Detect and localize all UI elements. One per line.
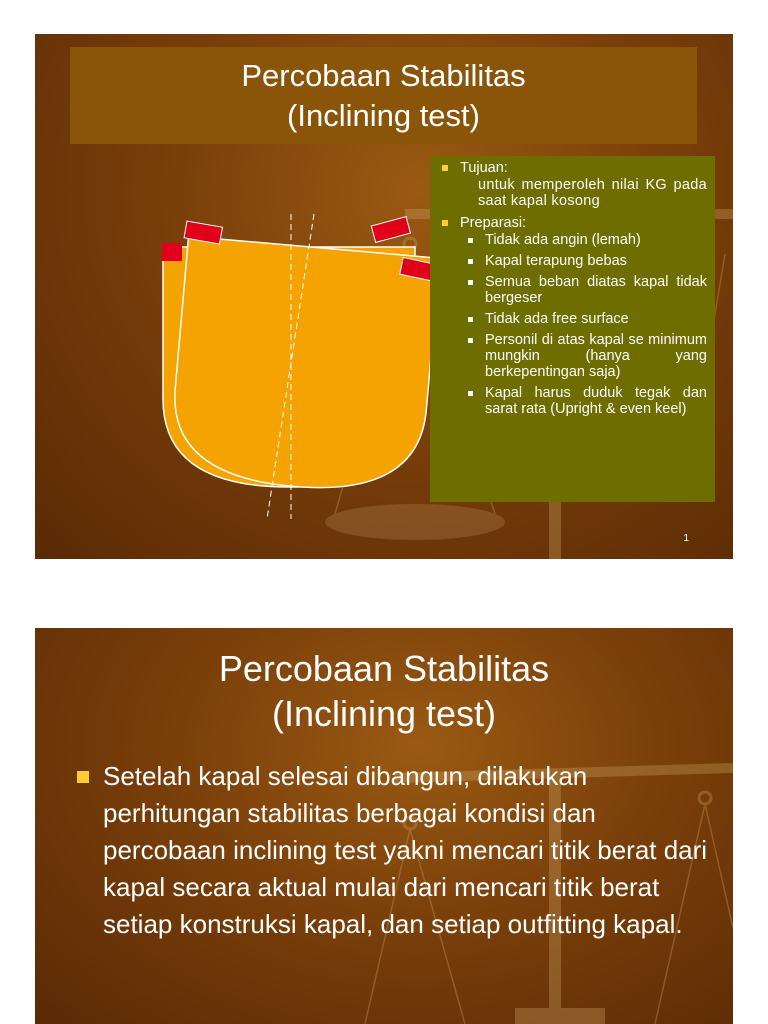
- slide-2-bullet: [77, 758, 717, 943]
- inclined-ship-diagram: [35, 34, 435, 559]
- bullet-label: Preparasi:: [460, 215, 527, 231]
- weight-block: [371, 217, 410, 243]
- slide-2: [35, 628, 733, 1024]
- bullet-square-icon: [442, 220, 448, 226]
- weight-block: [162, 243, 182, 261]
- sub-list-item: Kapal terapung bebas: [468, 253, 709, 269]
- slide-1: [35, 34, 733, 559]
- sub-list-item: Kapal harus duduk tegak dan sarat rata (Upright & even keel): [468, 385, 709, 417]
- sub-list-item: Personil di atas kapal se minimum mungkin (hanya yang berkepentingan saja): [468, 332, 709, 380]
- sub-list-item: Tidak ada angin (lemah): [468, 232, 709, 248]
- bullet-preparasi: [438, 215, 709, 231]
- sub-bullet-icon: [468, 317, 473, 322]
- sub-list-item: Semua beban diatas kapal tidak bergeser: [468, 274, 709, 306]
- title-line-2: (Inclining test): [271, 693, 497, 734]
- content-panel: [430, 156, 715, 502]
- title-line-1: Percobaan Stabilitas: [218, 648, 550, 689]
- sub-bullet-icon: [468, 391, 473, 396]
- sub-list-item: Tidak ada free surface: [468, 311, 709, 327]
- bullet-description: untuk memperoleh nilai KG pada saat kapal kosong: [478, 177, 707, 209]
- bullet-label: Tujuan:: [460, 160, 508, 176]
- page-number: 1: [683, 533, 689, 544]
- slide-2-body-text: Setelah kapal selesai dibangun, dilakukan perhitungan stabilitas berbagai kondisi dan percobaan inclining test yakni mencari titik berat dari kapal secara aktual mulai dari mencari titik berat setiap konstruksi kapal, dan setiap outfitting kapal.: [103, 761, 708, 939]
- bullet-tujuan: [438, 160, 709, 176]
- title-line-2: (Inclining test): [287, 97, 480, 133]
- bullet-square-icon: [77, 771, 89, 783]
- sub-bullet-icon: [468, 238, 473, 243]
- inclined-hull-shape: [168, 236, 435, 497]
- sub-bullet-icon: [468, 280, 473, 285]
- sub-bullet-icon: [468, 338, 473, 343]
- bullet-square-icon: [442, 165, 448, 171]
- slide-2-title: [35, 646, 733, 736]
- sub-bullet-icon: [468, 259, 473, 264]
- title-line-1: Percobaan Stabilitas: [241, 57, 526, 93]
